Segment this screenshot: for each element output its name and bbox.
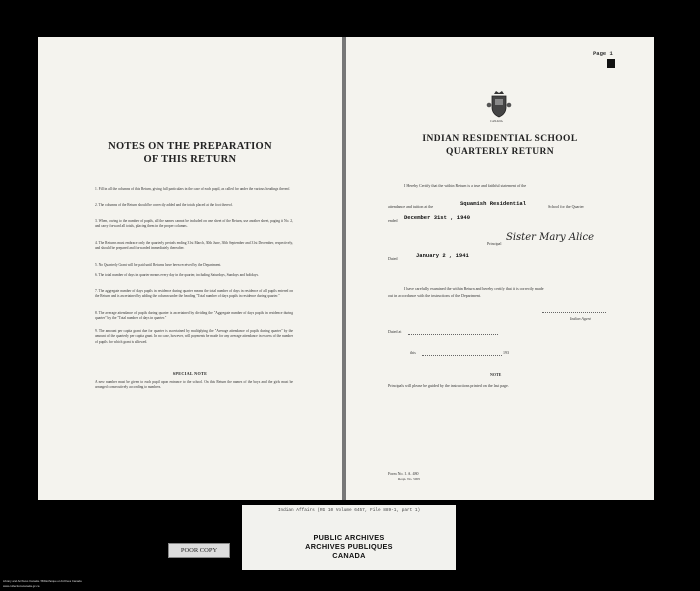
year-suffix: 193 — [503, 350, 509, 355]
poor-copy-label: POOR COPY — [168, 543, 230, 558]
note-4: 4. The Returns must embrace only the quarterly periods ending 31st March, 30th June, 30th September and 31st December, respectively, and should be prepared and forwarded immediately thereafter. — [95, 241, 293, 251]
note-text: Principals will please be guided by the instructions printed on the last page. — [388, 383, 509, 388]
canada-coat-of-arms-icon — [486, 91, 512, 119]
archive-line-3: CANADA — [332, 551, 366, 560]
note-3: 3. When, owing to the number of pupils, all the names cannot be included on one sheet of the Return, use another sheet, paging it No. 2, and carry forward all totals, placing them in the proper columns. — [95, 219, 293, 229]
special-note-text: A new number must be given to each pupil upon entrance to the school. On this Return the names of the boys and the girls must be arranged consecutively according to numbers. — [95, 380, 293, 390]
form-requisition: Reqn. No. 5005 — [398, 477, 421, 481]
note-8: 8. The average attendance of pupils during quarter is ascertained by dividing the "Aggregate number of days pupils in residence during quarter" by the "Total number of days in quarter." — [95, 311, 293, 321]
note-heading: NOTE — [490, 372, 502, 377]
archive-line-1: PUBLIC ARCHIVES — [313, 533, 385, 542]
note-6: 6. The total number of days in quarter means every day in the quarter, including Saturdays, Sundays and holidays. — [95, 273, 259, 277]
dated-at-label: Dated at — [388, 329, 402, 334]
this-label: this — [410, 350, 416, 355]
quarter-ended-value: December 31st , 1940 — [404, 214, 471, 221]
page-number-label: Page 1 — [593, 50, 613, 57]
indian-agent-label: Indian Agent — [570, 316, 591, 321]
special-note-heading: SPECIAL NOTE — [172, 371, 208, 376]
archive-line-2: ARCHIVES PUBLIQUES — [305, 542, 393, 551]
agent-certification-line-1: I have carefully examined the within Return and hereby certify that it is correctly made — [404, 286, 544, 291]
note-2: 2. The columns of the Return should be correctly added and the totals placed at the foot thereof. — [95, 203, 233, 207]
note-9: 9. The amount per capita grant due for quarter is ascertained by multiplying the "Average attendance of pupils during quarter" by the amount of the quarterly per capita grant. In no case, however, will payments be made for any average attendance in excess of the number of pupils for which grant is allowed. — [95, 329, 293, 344]
note-1: 1. Fill in all the columns of this Return, giving full particulars in the case of each pupil, as called for under the various headings thereof. — [95, 187, 291, 191]
form-title-line2: QUARTERLY RETURN — [445, 147, 555, 157]
note-7: 7. The aggregate number of days pupils in residence during quarter means the total number of days in residence of all pupils entered on the Return and is ascertained by adding the column under the heading "Total number of days pupils in residence during quarter." — [95, 289, 293, 299]
form-title-line1: INDIAN RESIDENTIAL SCHOOL — [422, 134, 578, 144]
notes-title-line1: NOTES ON THE PREPARATION — [108, 141, 272, 152]
archive-stamp — [242, 505, 456, 570]
left-page — [38, 37, 342, 500]
coat-of-arms-caption: CANADA — [490, 119, 503, 123]
note-5: 5. No Quarterly Grant will be paid until Returns have been received by the Department. — [95, 263, 222, 267]
page-corner-mark — [607, 59, 615, 68]
archive-reference: Indian Affairs (RG 10 Volume 6457, File 889-1, part 1) — [277, 508, 421, 513]
certification-line-2-end: School for the Quarter — [548, 204, 584, 209]
agent-certification-line-2: out in accordance with the instructions of the Department. — [388, 293, 481, 298]
this-line — [422, 355, 502, 356]
certification-line-2-start: attendance and tuition at the — [388, 204, 434, 209]
principal-label: Principal — [487, 241, 502, 246]
right-page — [346, 37, 654, 500]
principal-signature: Sister Mary Alice — [506, 232, 595, 243]
credit-line-2: www.collectionscanada.gc.ca — [3, 584, 40, 588]
dated-at-line — [408, 334, 498, 335]
dated-value: January 2 , 1941 — [416, 252, 469, 259]
indian-agent-signature-line — [542, 312, 606, 313]
notes-title-line2: OF THIS RETURN — [143, 154, 237, 165]
credit-line-1: Library and Archives Canada / Bibliothèque et Archives Canada — [3, 579, 82, 583]
form-number: Form No. I. A. 480 — [388, 471, 419, 476]
school-name-value: Squamish Residential — [460, 200, 527, 207]
ended-label: ended — [388, 218, 398, 223]
dated-label: Dated — [388, 256, 398, 261]
certification-line-1: I Hereby Certify that the within Return is a true and faithful statement of the — [404, 183, 527, 188]
